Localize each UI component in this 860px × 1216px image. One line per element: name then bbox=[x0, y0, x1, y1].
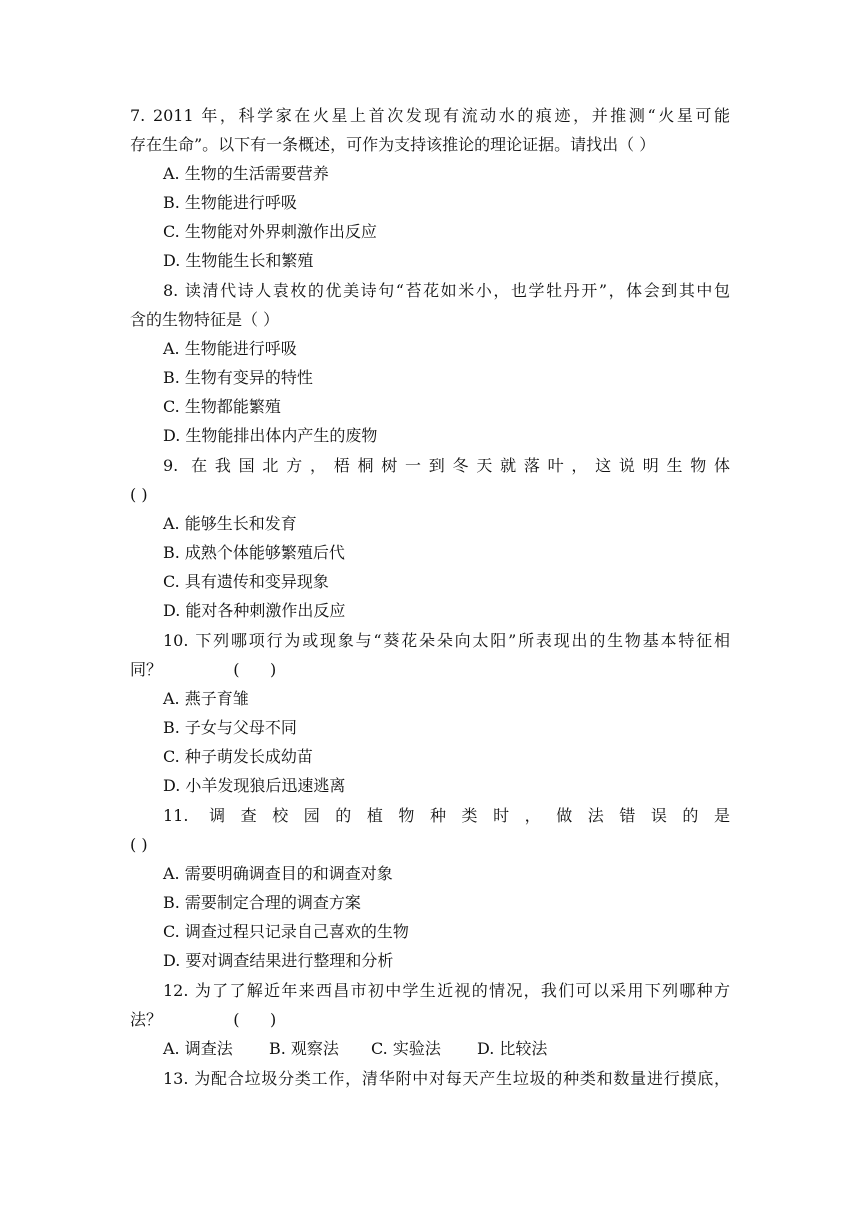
q7-stem-line2: 存在生命”。以下有一条概述，可作为支持该推论的理论证据。请找出（ ） bbox=[130, 135, 656, 154]
q10-stem-line2: 同？ ( ) bbox=[130, 660, 277, 679]
q12-option-a: A. 调查法 bbox=[163, 1039, 233, 1058]
q9-stem-line1: 9. 在我国北方，梧桐树一到冬天就落叶，这说明生物体 bbox=[163, 456, 730, 475]
q7-option-c: C. 生物能对外界刺激作出反应 bbox=[163, 222, 377, 241]
q11-stem-line1: 11. 调查校园的植物种类时，做法错误的是 bbox=[163, 806, 730, 825]
q11-option-d: D. 要对调查结果进行整理和分析 bbox=[163, 951, 394, 970]
q11-option-a: A. 需要明确调查目的和调查对象 bbox=[163, 864, 393, 883]
q12-option-b: B. 观察法 bbox=[269, 1039, 339, 1058]
q8-stem-line2: 含的生物特征是（ ） bbox=[130, 310, 280, 329]
q9-option-a: A. 能够生长和发育 bbox=[163, 514, 297, 533]
q12-stem-line2: 法？ ( ) bbox=[130, 1010, 277, 1029]
q9-option-d: D. 能对各种刺激作出反应 bbox=[163, 601, 346, 620]
q7-stem-line1: 7. 2011 年，科学家在火星上首次发现有流动水的痕迹，并推测“火星可能 bbox=[130, 106, 730, 125]
q10-option-b: B. 子女与父母不同 bbox=[163, 718, 297, 737]
q11-option-b: B. 需要制定合理的调查方案 bbox=[163, 893, 361, 912]
q9-stem-line2: ( ) bbox=[130, 485, 148, 504]
q9-option-b: B. 成熟个体能够繁殖后代 bbox=[163, 543, 345, 562]
q7-option-b: B. 生物能进行呼吸 bbox=[163, 193, 297, 212]
q12-option-c: C. 实验法 bbox=[371, 1039, 441, 1058]
q13-stem-line1: 13. 为配合垃圾分类工作，清华附中对每天产生垃圾的种类和数量进行摸底， bbox=[163, 1069, 730, 1088]
q7-option-d: D. 生物能生长和繁殖 bbox=[163, 251, 314, 270]
q12-option-d: D. 比较法 bbox=[477, 1039, 548, 1058]
q10-option-c: C. 种子萌发长成幼苗 bbox=[163, 747, 313, 766]
q11-option-c: C. 调查过程只记录自己喜欢的生物 bbox=[163, 922, 409, 941]
q7-option-a: A. 生物的生活需要营养 bbox=[163, 164, 329, 183]
q11-stem-line2: ( ) bbox=[130, 835, 148, 854]
q8-option-a: A. 生物能进行呼吸 bbox=[163, 339, 297, 358]
q10-stem-line1: 10. 下列哪项行为或现象与“葵花朵朵向太阳”所表现出的生物基本特征相 bbox=[163, 631, 730, 650]
q8-stem-line1: 8. 读清代诗人袁枚的优美诗句“苔花如米小，也学牡丹开”，体会到其中包 bbox=[163, 281, 730, 300]
q8-option-d: D. 生物能排出体内产生的废物 bbox=[163, 426, 378, 445]
q8-option-c: C. 生物都能繁殖 bbox=[163, 397, 281, 416]
q8-option-b: B. 生物有变异的特性 bbox=[163, 368, 313, 387]
q12-options-row bbox=[163, 1039, 547, 1059]
q12-stem-line1: 12. 为了了解近年来西昌市初中学生近视的情况，我们可以采用下列哪种方 bbox=[163, 981, 730, 1000]
q9-option-c: C. 具有遗传和变异现象 bbox=[163, 572, 329, 591]
q10-option-d: D. 小羊发现狼后迅速逃离 bbox=[163, 776, 346, 795]
q10-option-a: A. 燕子育雏 bbox=[163, 689, 249, 708]
